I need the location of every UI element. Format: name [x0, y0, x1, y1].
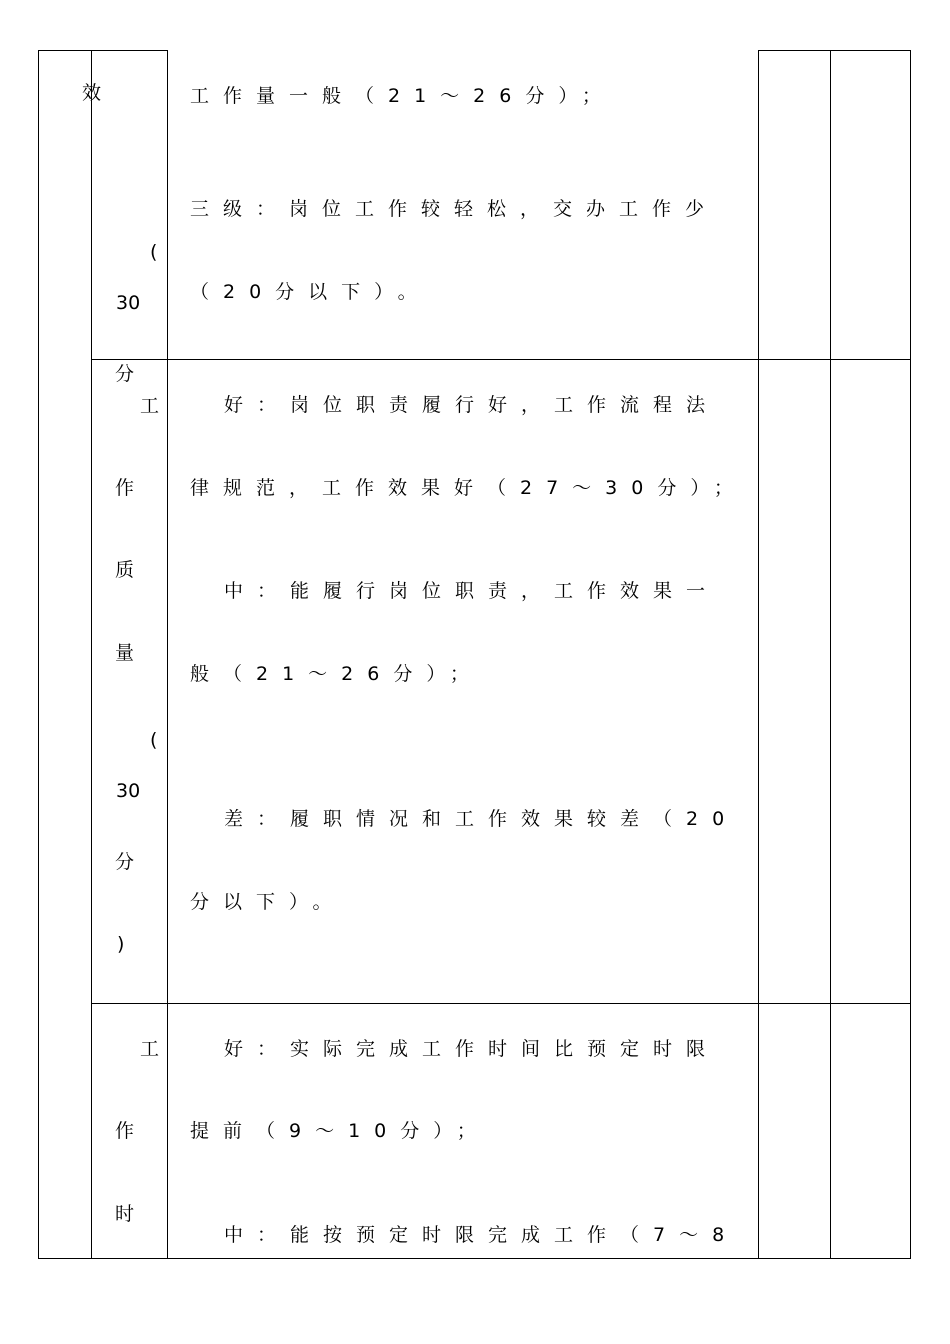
- row1-text-line-2: 三级：岗位工作较轻松，交办工作少: [190, 198, 719, 220]
- row3-text-line-2: 提前（9～10分）；: [190, 1120, 490, 1142]
- row2-label-char-8: 分: [115, 851, 135, 873]
- row2-label-char-5: 量: [115, 642, 135, 664]
- row3-label-char-1: 工: [140, 1038, 160, 1060]
- row2-label-char-1: 分: [115, 363, 135, 385]
- row1-label-score: 30: [116, 292, 141, 314]
- row-divider-1: [91, 359, 911, 360]
- row-divider-2: [91, 1003, 911, 1004]
- score-column-divider: [830, 50, 831, 1259]
- row2-label-char-2: 工: [140, 395, 160, 417]
- content-column-divider: [758, 50, 759, 1259]
- category-column-divider: [91, 50, 92, 1259]
- table-border-bottom: [38, 1258, 911, 1259]
- row1-label-paren: (: [150, 241, 158, 263]
- row3-text-line-1: 好：实际完成工作时间比预定时限: [224, 1038, 720, 1060]
- row2-text-line-5: 差：履职情况和工作效果较差（20: [224, 808, 739, 830]
- row2-text-line-6: 分以下）。: [190, 891, 346, 913]
- row2-text-line-2: 律规范，工作效果好（27～30分）；: [190, 477, 747, 499]
- row2-label-char-4: 质: [115, 559, 135, 581]
- row2-text-line-4: 般（21～26分）；: [190, 663, 483, 685]
- row2-label-char-9: ): [117, 933, 125, 955]
- table-border-right: [910, 50, 911, 1259]
- row2-text-line-1: 好：岗位职责履行好，工作流程法: [224, 394, 720, 416]
- row2-text-line-3: 中：能履行岗位职责，工作效果一: [224, 580, 720, 602]
- row1-text-line-1: 工作量一般（21～26分）；: [190, 85, 615, 107]
- row2-label-char-3: 作: [115, 477, 135, 499]
- category-char: 效: [82, 82, 102, 104]
- row2-label-char-6: (: [150, 729, 158, 751]
- row2-label-char-7: 30: [116, 780, 141, 802]
- table-border-top-right: [758, 50, 911, 51]
- row3-label-char-3: 时: [115, 1203, 135, 1225]
- row3-label-char-2: 作: [115, 1120, 135, 1142]
- table-border-top-left: [38, 50, 168, 51]
- row1-text-line-3: （20分以下）。: [190, 281, 431, 303]
- label-column-divider: [167, 50, 168, 1259]
- row3-text-line-3: 中：能按预定时限完成工作（7～8: [224, 1224, 739, 1246]
- table-border-left: [38, 50, 39, 1259]
